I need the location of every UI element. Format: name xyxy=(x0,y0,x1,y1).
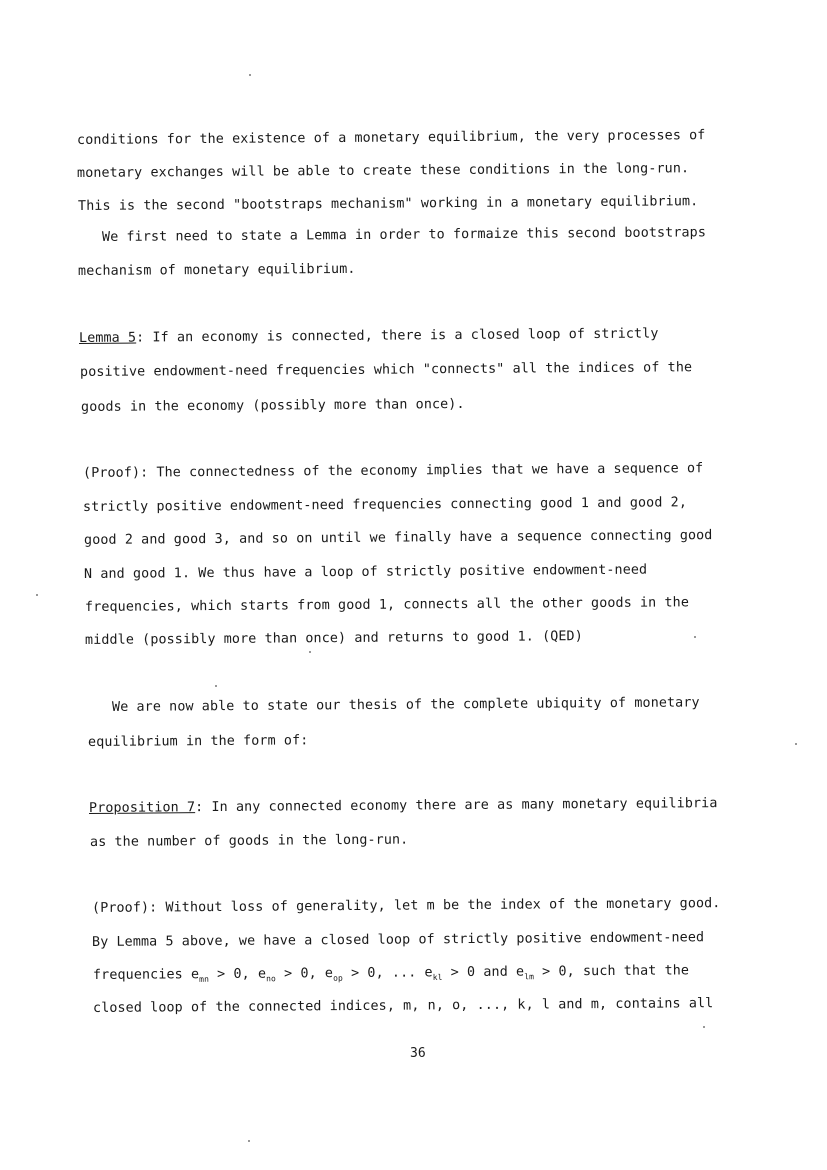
lemma-statement-line xyxy=(79,326,659,346)
proposition-label: Proposition 7 xyxy=(88,800,196,816)
text-line: We first need to state a Lemma in order to formaize this second bootstraps xyxy=(101,225,707,245)
proof-line: strictly positive endowment-need frequencies connecting good 1 and good 2, xyxy=(82,495,688,515)
proposition-statement-line xyxy=(89,796,718,816)
subscript: no xyxy=(266,974,276,984)
proof-line: (Proof): The connectedness of the economy implies that we have a sequence of xyxy=(82,461,704,481)
scan-speck xyxy=(249,74,251,76)
text-line: mechanism of monetary equilibrium. xyxy=(77,261,356,279)
proof-line: (Proof): Without loss of generality, let m be the index of the monetary good. xyxy=(91,896,721,916)
text-segment: frequencies e xyxy=(92,967,200,983)
text-segment: > 0, ... e xyxy=(342,965,433,982)
scan-speck xyxy=(36,594,38,596)
scan-speck xyxy=(215,685,217,687)
subscript: op xyxy=(333,973,343,983)
text-segment: > 0, such that the xyxy=(533,963,690,980)
proposition-text: : In any connected economy there are as many monetary equilibria xyxy=(195,796,718,816)
text-line: This is the second "bootstraps mechanism" working in a monetary equilibrium. xyxy=(77,194,699,214)
text-line: monetary exchanges will be able to create these conditions in the long-run. xyxy=(76,161,690,181)
lemma-label: Lemma 5 xyxy=(78,330,137,346)
scan-speck xyxy=(703,1026,705,1028)
subscript: lm xyxy=(524,972,535,982)
proof-line: N and good 1. We thus have a loop of strictly positive endowment-need xyxy=(83,562,648,582)
scan-speck xyxy=(694,636,696,638)
subscript: kl xyxy=(432,972,443,983)
scan-speck xyxy=(248,1140,250,1142)
text-line: goods in the economy (possibly more than once). xyxy=(80,396,465,415)
scan-speck xyxy=(795,743,797,745)
subscript: mn xyxy=(199,974,210,984)
proof-line: closed loop of the connected indices, m, n, o, ..., k, l and m, contains all xyxy=(92,996,714,1016)
proof-line: middle (possibly more than once) and returns to good 1. (QED) xyxy=(84,629,583,648)
text-line: as the number of goods in the long-run. xyxy=(89,832,409,850)
text-line: positive endowment-need frequencies which "connects" all the indices of the xyxy=(79,360,693,380)
text-segment: > 0 and e xyxy=(442,964,525,981)
scan-speck xyxy=(309,651,311,653)
page-number: 36 xyxy=(410,1046,426,1061)
text-line: We are now able to state our thesis of the complete ubiquity of monetary xyxy=(111,695,700,715)
proof-line: By Lemma 5 above, we have a closed loop of strictly positive endowment-need xyxy=(91,930,705,950)
text-segment: > 0, e xyxy=(208,966,267,983)
text-line: conditions for the existence of a monetary equilibrium, the very processes of xyxy=(76,128,706,148)
lemma-text: : If an economy is connected, there is a closed loop of strictly xyxy=(136,326,659,346)
text-line: equilibrium in the form of: xyxy=(87,733,309,750)
text-segment: > 0, e xyxy=(275,966,334,982)
proof-line-with-subscripts xyxy=(93,963,689,984)
proof-line: frequencies, which starts from good 1, connects all the other goods in the xyxy=(84,595,690,615)
proof-line: good 2 and good 3, and so on until we finally have a sequence connecting good xyxy=(83,528,713,548)
